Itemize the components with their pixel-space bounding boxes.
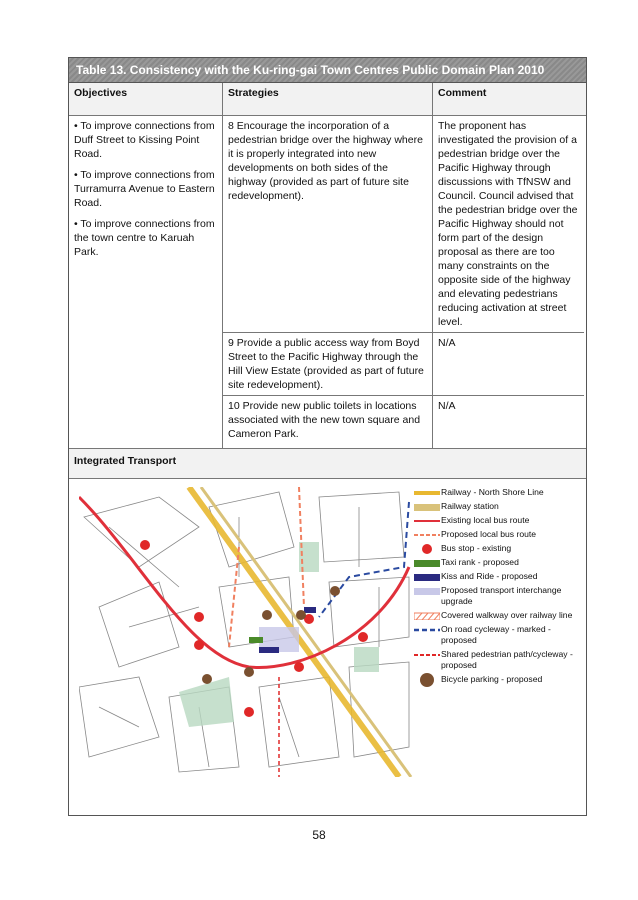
legend-item: On road cycleway - marked - proposed xyxy=(441,624,551,645)
legend-item: Railway - North Shore Line xyxy=(441,487,544,497)
header-objectives: Objectives xyxy=(69,83,223,115)
legend-item: Kiss and Ride - proposed xyxy=(413,571,588,582)
comment-cell: N/A xyxy=(438,400,456,412)
strategy-cell: 10 Provide new public toilets in locations associated with the new town square and Cameron Park. xyxy=(223,396,433,448)
table-row xyxy=(223,116,584,333)
legend-item: Shared pedestrian path/cycleway - proposed xyxy=(441,649,573,670)
header-comment: Comment xyxy=(438,87,487,99)
legend-item: Bicycle parking - proposed xyxy=(413,674,588,685)
header-strategies: Strategies xyxy=(223,83,433,115)
table-row xyxy=(223,333,584,396)
transport-map xyxy=(69,479,586,815)
legend-item: Bus stop - existing xyxy=(413,543,588,554)
strategy-cell: 8 Encourage the incorporation of a pedestrian bridge over the highway where it is properly integrated into new developments on both sides of the highway (provided as part of future site redevelopment). xyxy=(223,116,433,332)
strategy-cell: 9 Provide a public access way from Boyd Street to the Pacific Highway through the Hill View Estate (provided as part of future site redevelopment). xyxy=(223,333,433,395)
comment-cell: N/A xyxy=(438,337,456,349)
legend-item: Existing local bus route xyxy=(441,515,530,525)
map-drawing xyxy=(79,487,419,777)
legend-item: Proposed local bus route xyxy=(441,529,537,539)
objective-item: • To improve connections from Turramurra Avenue to Eastern Road. xyxy=(74,169,215,209)
objective-item: • To improve connections from the town centre to Karuah Park. xyxy=(74,218,215,258)
consistency-table xyxy=(68,57,587,816)
comment-cell: The proponent has investigated the provision of a pedestrian bridge over the Pacific Highway through discussions with TfNSW and Council. Council advised that the pedestrian bridge over the Pacific Highway should not form part of the design proposal as there are too many constraints on the opposite side of the highway and elevating pedestrians reducing activation at street level. xyxy=(438,120,578,328)
objectives-cell xyxy=(69,116,223,448)
section-integrated-transport: Integrated Transport xyxy=(69,449,586,479)
table-header-row xyxy=(69,83,586,116)
legend-item: Proposed transport interchange upgrade xyxy=(413,585,588,607)
objective-item: • To improve connections from Duff Street to Kissing Point Road. xyxy=(74,120,215,160)
table-row xyxy=(223,396,584,448)
legend-item: Taxi rank - proposed xyxy=(413,557,588,568)
strategy-rows xyxy=(223,116,584,448)
table-title: Table 13. Consistency with the Ku-ring-gai Town Centres Public Domain Plan 2010 xyxy=(69,58,586,83)
map-legend xyxy=(413,487,588,688)
legend-item: Covered walkway over railway line xyxy=(413,610,588,621)
legend-item: Railway station xyxy=(413,501,588,512)
table-body xyxy=(69,116,586,449)
page-number: 58 xyxy=(312,828,326,842)
